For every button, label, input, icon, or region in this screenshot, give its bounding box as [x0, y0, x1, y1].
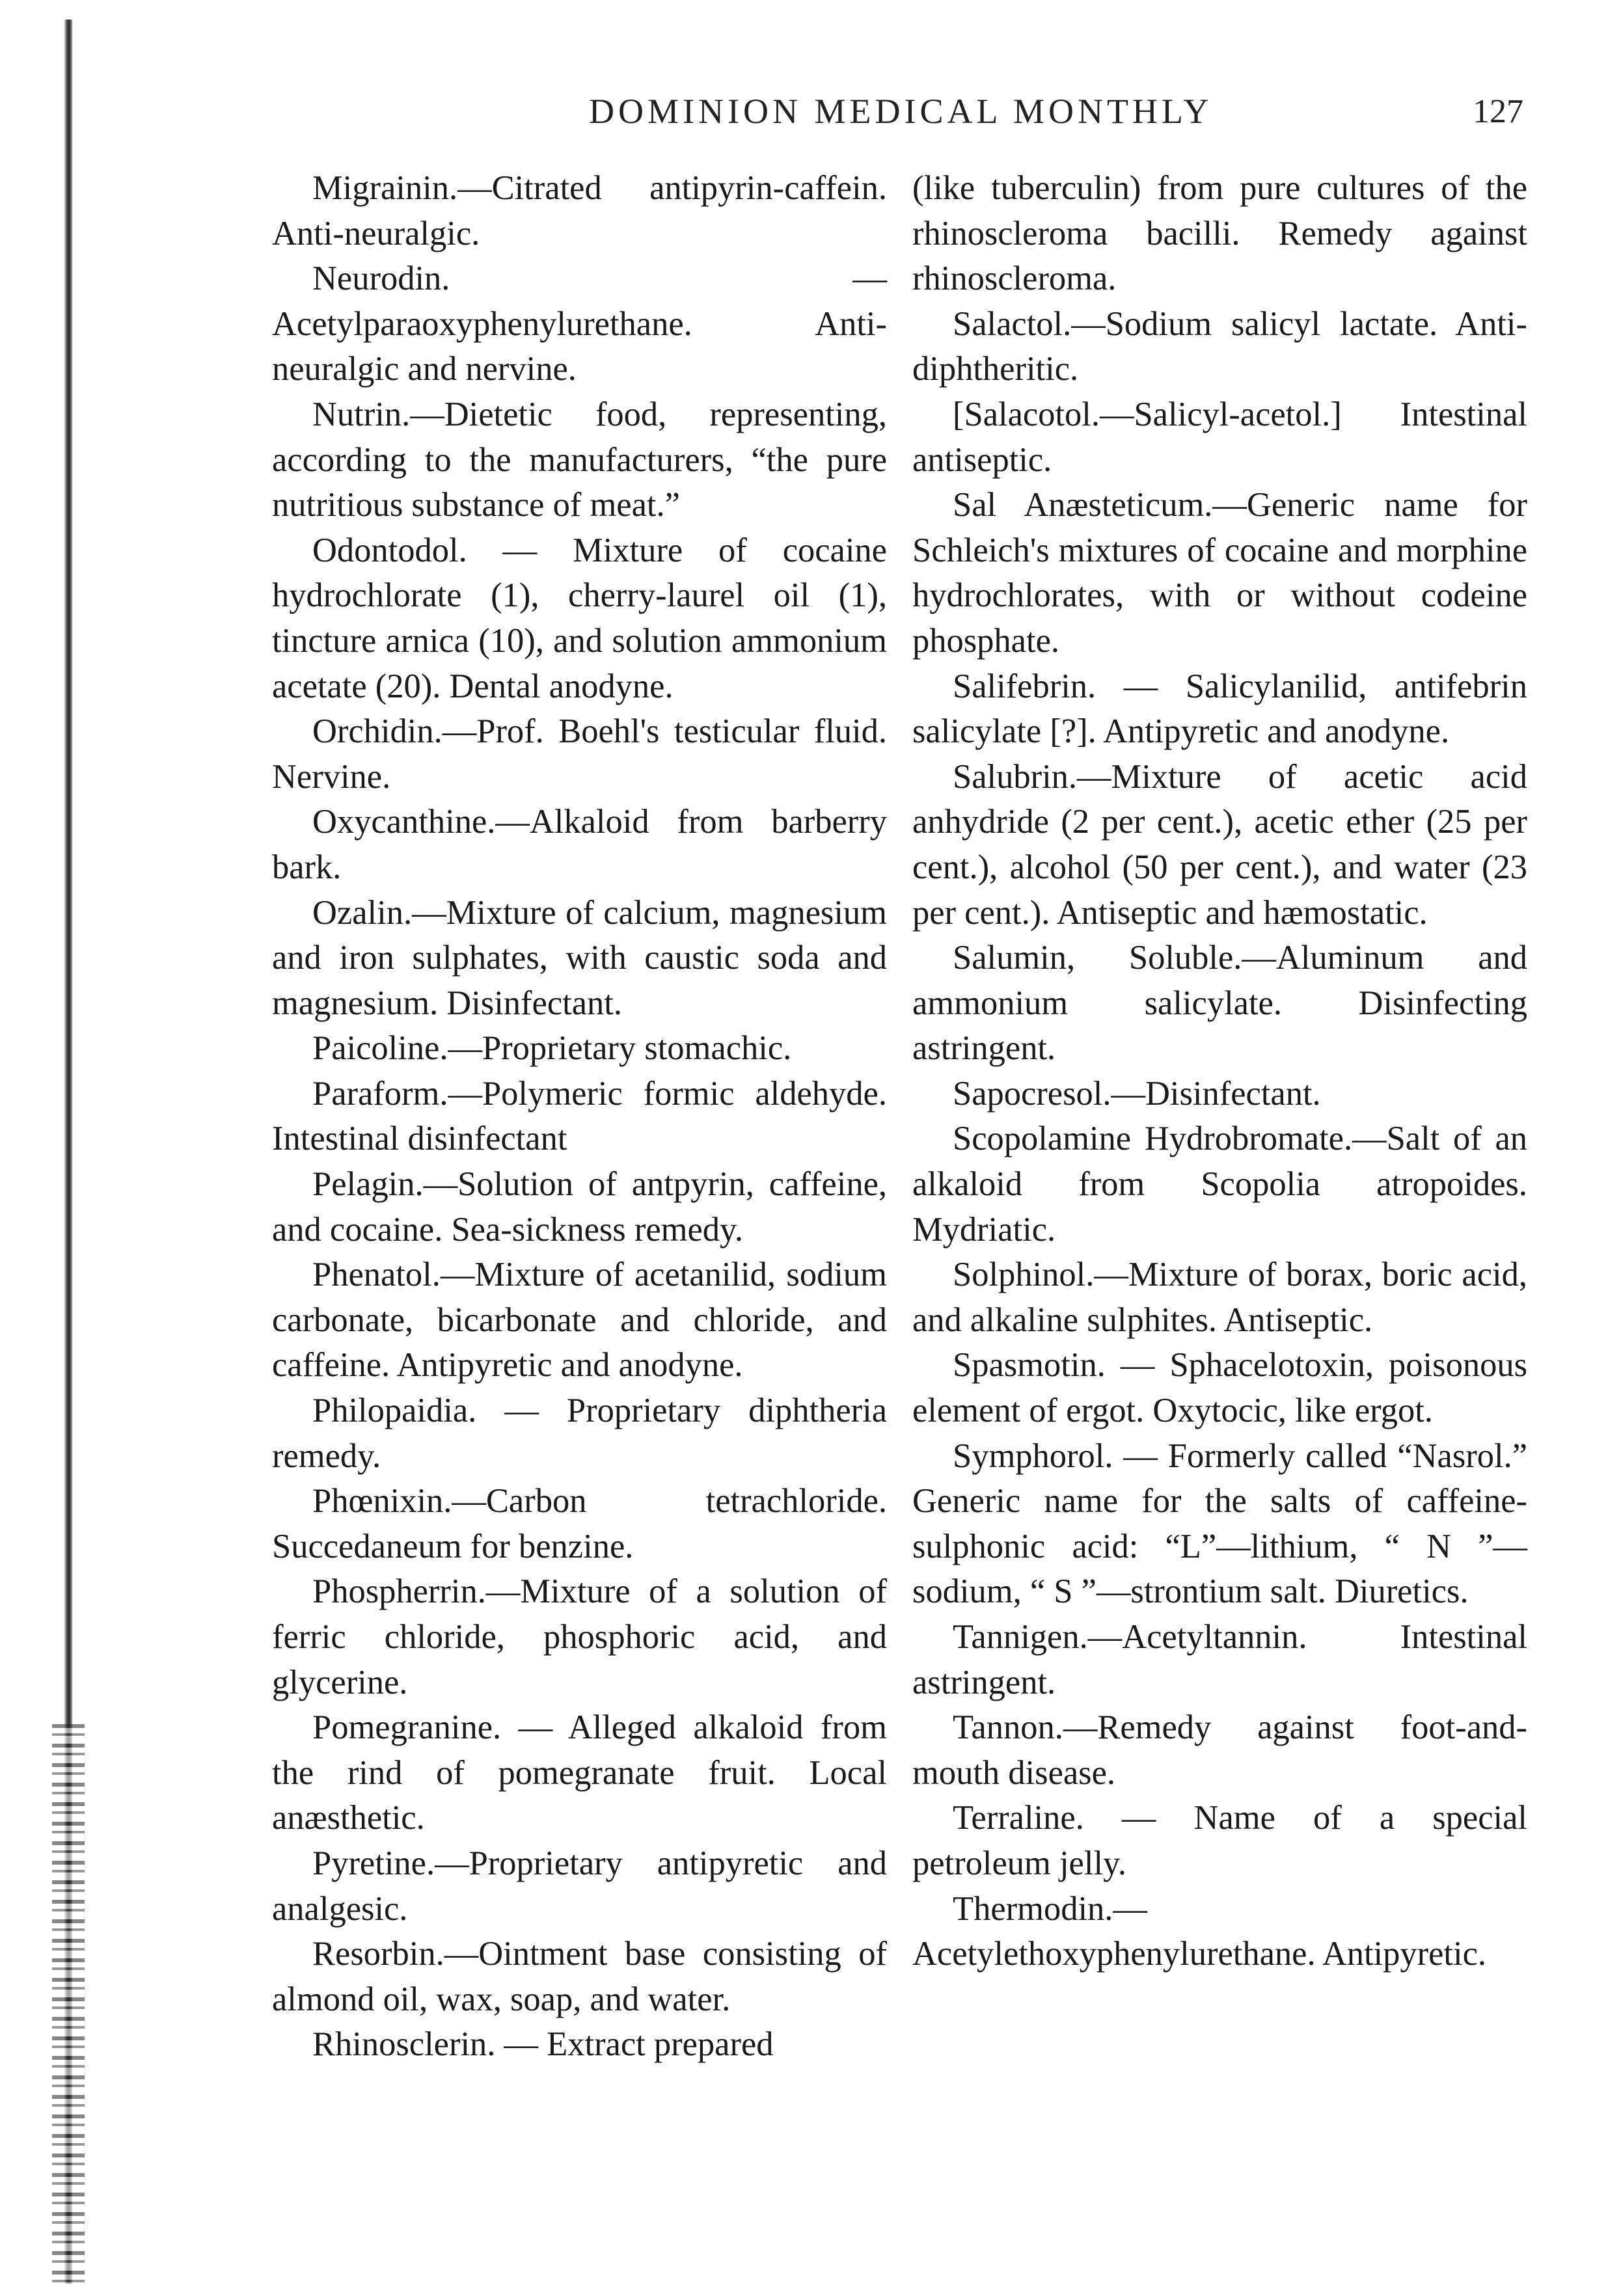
glossary-entry: Solphinol.—Mixture of borax, boric acid, and alkaline sulphites. Antiseptic.	[912, 1256, 1527, 1339]
glossary-entry: Resorbin.—Ointment base consisting of almond oil, wax, soap, and water.	[272, 1935, 887, 2018]
page-number: 127	[1473, 93, 1523, 130]
glossary-entry: Nutrin.—Dietetic food, representing, according to the manufacturers, “the pure nutritious substance of meat.”	[272, 395, 887, 524]
glossary-entry: Rhinosclerin. — Extract prepared	[312, 2025, 774, 2064]
glossary-entry: Pomegranine. — Alleged alkaloid from the rind of pomegranate fruit. Local anæsthetic.	[272, 1708, 887, 1837]
right-text-column	[912, 166, 1527, 1977]
glossary-entry: Salactol.—Sodium salicyl lactate. Anti-diphtheritic.	[912, 304, 1527, 388]
glossary-entry: Neurodin. — Acetylparaoxyphenylurethane. Anti-neuralgic and nervine.	[272, 260, 887, 388]
glossary-entry: Scopolamine Hydrobromate.—Salt of an alkaloid from Scopolia atropoides. Mydriatic.	[912, 1120, 1527, 1249]
glossary-entry: Symphorol. — Formerly called “Nasrol.” Generic name for the salts of caffeine-sulphonic acid: “L”—lithium, “ N ”—sodium, “ S ”—strontium salt. Diuretics.	[912, 1437, 1527, 1611]
glossary-entry: Spasmotin. — Sphacelotoxin, poisonous element of ergot. Oxytocic, like ergot.	[912, 1346, 1527, 1430]
page-binding-damage	[52, 1724, 85, 2284]
glossary-entry: Migrainin.—Citrated antipyrin-caffein. Anti-neuralgic.	[272, 169, 887, 252]
glossary-entry: Salubrin.—Mixture of acetic acid anhydride (2 per cent.), acetic ether (25 per cent.), alcohol (50 per cent.), and water (23 per cent.). Antiseptic and hæmostatic.	[912, 757, 1527, 932]
glossary-entry: Phœnixin.—Carbon tetrachloride. Succedaneum for benzine.	[272, 1482, 887, 1565]
glossary-entry: Orchidin.—Prof. Boehl's testicular fluid. Nervine.	[272, 712, 887, 796]
running-header	[0, 91, 1621, 143]
glossary-entry: Sapocresol.—Disinfectant.	[953, 1074, 1321, 1113]
glossary-entry: Ozalin.—Mixture of calcium, magnesium and iron sulphates, with caustic soda and magnesium. Disinfectant.	[272, 893, 887, 1022]
glossary-entry: Pyretine.—Proprietary antipyretic and analgesic.	[272, 1844, 887, 1928]
glossary-entry: Salumin, Soluble.—Aluminum and ammonium salicylate. Disinfecting astringent.	[912, 939, 1527, 1068]
glossary-entry: Paraform.—Polymeric formic aldehyde. Intestinal disinfectant	[272, 1074, 887, 1158]
glossary-entry: Terraline. — Name of a special petroleum jelly.	[912, 1799, 1527, 1882]
glossary-entry: Phenatol.—Mixture of acetanilid, sodium carbonate, bicarbonate and chloride, and caffeine. Antipyretic and anodyne.	[272, 1256, 887, 1384]
glossary-entry: Thermodin.—Acetylethoxyphenylurethane. Antipyretic.	[912, 1889, 1487, 1973]
glossary-entry: Tannon.—Remedy against foot-and-mouth disease.	[912, 1708, 1527, 1792]
glossary-entry: Phospherrin.—Mixture of a solution of ferric chloride, phosphoric acid, and glycerine.	[272, 1573, 887, 1701]
glossary-entry: Philopaidia. — Proprietary diphtheria remedy.	[272, 1392, 887, 1475]
left-text-column	[272, 166, 887, 2068]
glossary-entry: Salifebrin. — Salicylanilid, antifebrin salicylate [?]. Antipyretic and anodyne.	[912, 667, 1527, 751]
glossary-entry: Paicoline.—Proprietary stomachic.	[312, 1029, 792, 1068]
glossary-entry: (like tuberculin) from pure cultures of the rhinoscleroma bacilli. Remedy against rhinoscleroma.	[912, 169, 1527, 298]
glossary-entry: Sal Anæsteticum.—Generic name for Schleich's mixtures of cocaine and morphine hydrochlorates, with or without codeine phosphate.	[912, 486, 1527, 660]
glossary-entry: [Salacotol.—Salicyl-acetol.] Intestinal antiseptic.	[912, 395, 1527, 479]
glossary-entry: Odontodol. — Mixture of cocaine hydrochlorate (1), cherry-laurel oil (1), tincture arnica (10), and solution ammonium acetate (20). Dental anodyne.	[272, 531, 887, 705]
journal-title: DOMINION MEDICAL MONTHLY	[589, 92, 1213, 131]
glossary-entry: Tannigen.—Acetyltannin. Intestinal astringent.	[912, 1618, 1527, 1701]
glossary-entry: Pelagin.—Solution of antpyrin, caffeine, and cocaine. Sea-sickness remedy.	[272, 1165, 887, 1249]
glossary-entry: Oxycanthine.—Alkaloid from barberry bark.	[272, 803, 887, 886]
